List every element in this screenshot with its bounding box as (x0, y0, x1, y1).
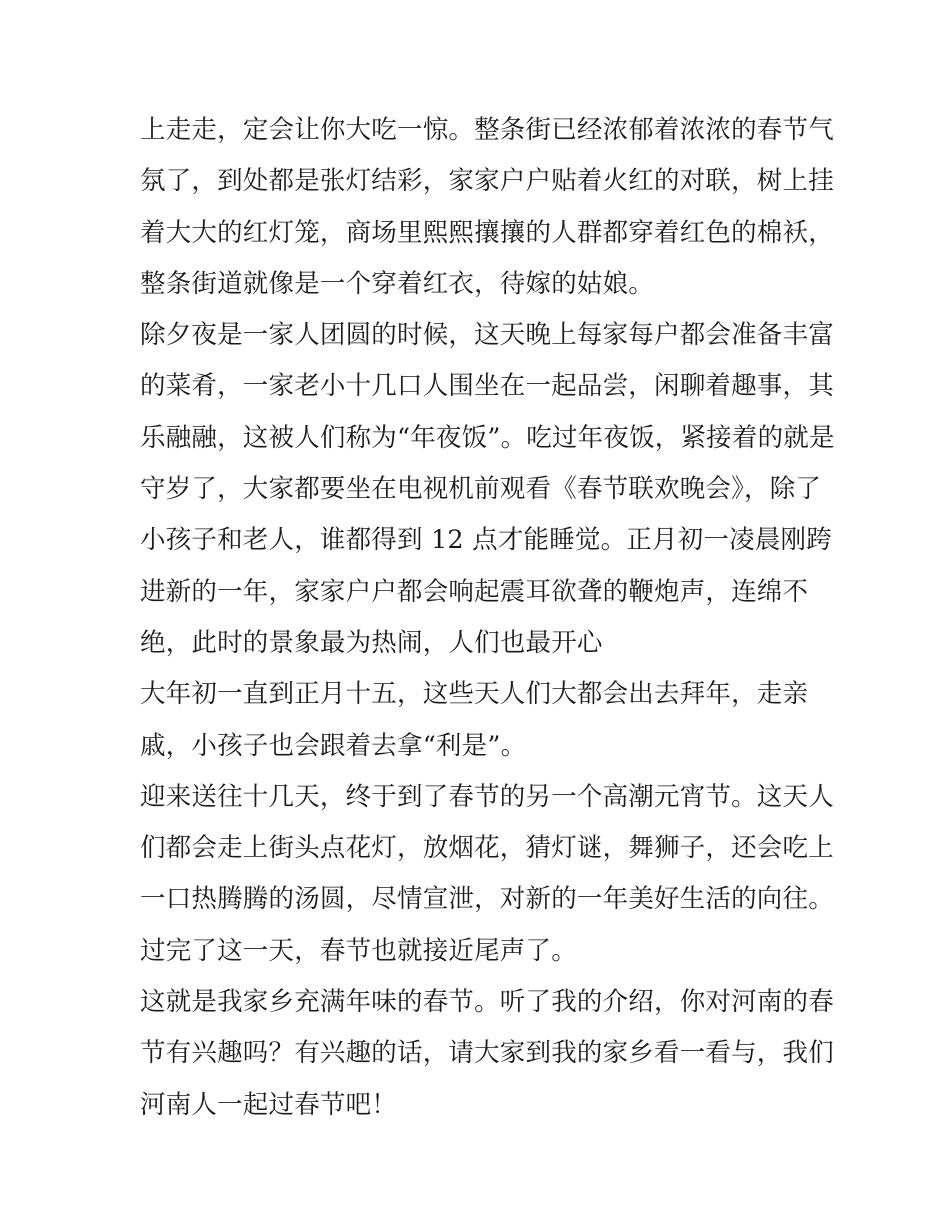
text-line: 大年初一直到正月十五，这些天人们大都会出去拜年，走亲 (140, 679, 809, 710)
text-line: 的菜肴，一家老小十几口人围坐在一起品尝，闲聊着趣事，其 (140, 371, 834, 402)
text-line: 乐融融，这被人们称为“年夜饭”。吃过年夜饭，紧接着的就是 (140, 422, 835, 453)
text-line: 们都会走上街头点花灯，放烟花，猜灯谜，舞狮子，还会吃上 (140, 833, 834, 864)
text-line: 戚，小孩子也会跟着去拿“利是”。 (140, 730, 527, 761)
text-line: 进新的一年，家家户户都会响起震耳欲聋的鞭炮声，连绵不 (140, 576, 809, 607)
text-line: 着大大的红灯笼，商场里熙熙攘攘的人群都穿着红色的棉袄， (140, 217, 834, 248)
text-line: 迎来送往十几天，终于到了春节的另一个高潮元宵节。这天人 (140, 781, 834, 812)
text-line: 除夕夜是一家人团圆的时候，这天晚上每家每户都会准备丰富 (140, 320, 834, 351)
text-line: 守岁了，大家都要坐在电视机前观看《春节联欢晚会》，除了 (140, 474, 822, 505)
essay-body (140, 105, 835, 1131)
text-line: 氛了，到处都是张灯结彩，家家户户贴着火红的对联，树上挂 (140, 166, 834, 197)
text-line: 整条街道就像是一个穿着红衣，待嫁的姑娘。 (140, 268, 655, 299)
text-line: 一口热腾腾的汤圆，尽情宣泄，对新的一年美好生活的向往。 (140, 884, 834, 915)
text-line: 上走走，定会让你大吃一惊。整条街已经浓郁着浓浓的春节气 (140, 115, 834, 145)
text-line: 这就是我家乡充满年味的春节。听了我的介绍，你对河南的春 (140, 987, 834, 1018)
text-line: 河南人一起过春节吧！ (140, 1089, 398, 1120)
text-line: 绝，此时的景象最为热闹，人们也最开心 (140, 627, 603, 658)
text-line: 过完了这一天，春节也就接近尾声了。 (140, 935, 577, 966)
text-line: 小孩子和老人，谁都得到 12 点才能睡觉。正月初一凌晨刚跨 (140, 525, 832, 556)
text-line: 节有兴趣吗？有兴趣的话，请大家到我的家乡看一看与，我们 (140, 1038, 834, 1069)
